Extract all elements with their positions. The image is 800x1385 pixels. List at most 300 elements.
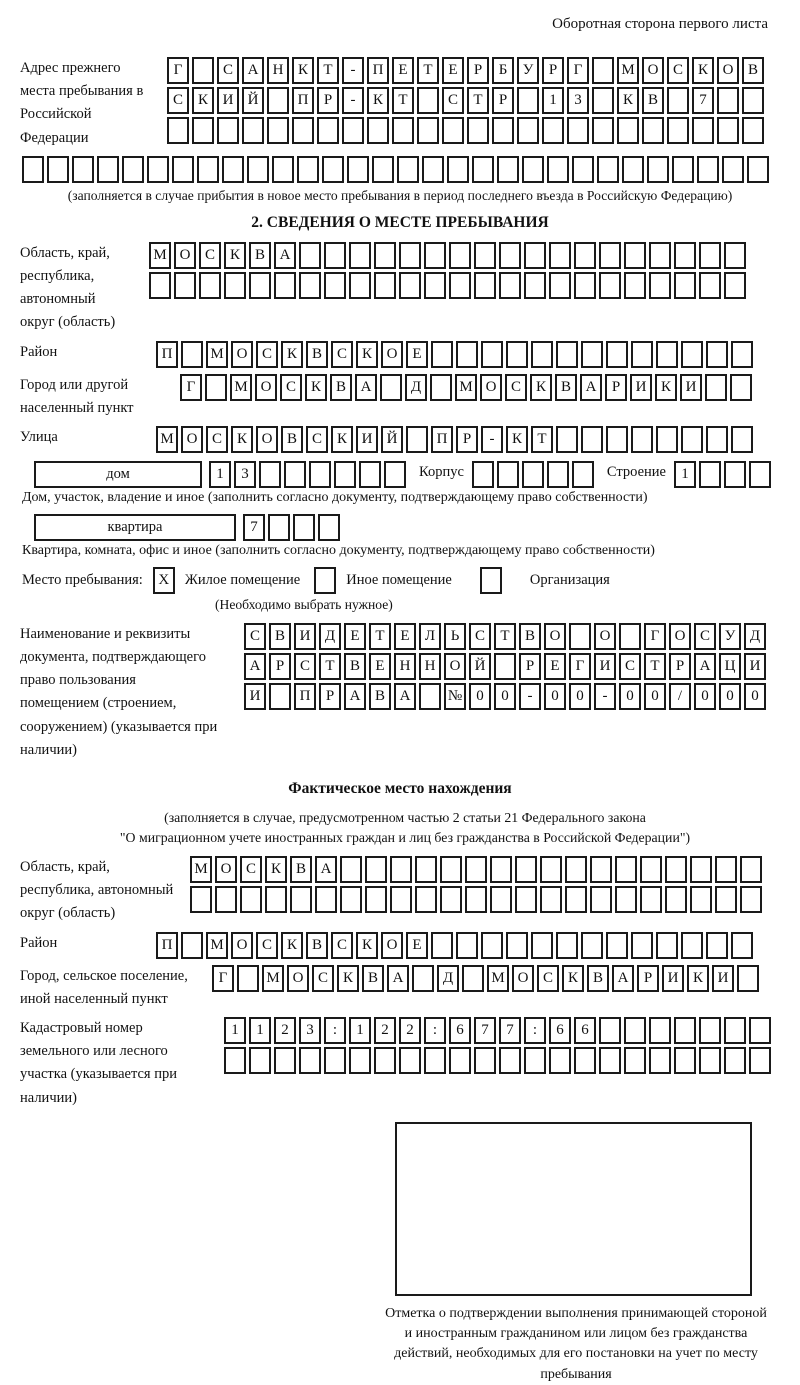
char-cell[interactable]: [465, 886, 487, 913]
char-cell[interactable]: [540, 856, 562, 883]
char-cell[interactable]: К: [281, 341, 303, 368]
char-cell[interactable]: Р: [492, 87, 514, 114]
char-cell[interactable]: А: [387, 965, 409, 992]
char-cell[interactable]: А: [612, 965, 634, 992]
char-cell[interactable]: 7: [243, 514, 265, 541]
char-cell[interactable]: [274, 272, 296, 299]
char-cell[interactable]: [681, 341, 703, 368]
char-cell[interactable]: [97, 156, 119, 183]
char-cell[interactable]: И: [356, 426, 378, 453]
char-cell[interactable]: О: [174, 242, 196, 269]
char-cell[interactable]: [481, 932, 503, 959]
char-cell[interactable]: В: [290, 856, 312, 883]
char-cell[interactable]: И: [217, 87, 239, 114]
char-cell[interactable]: [430, 374, 452, 401]
char-cell[interactable]: [340, 886, 362, 913]
char-cell[interactable]: [431, 932, 453, 959]
char-cell[interactable]: [374, 242, 396, 269]
char-cell[interactable]: 3: [299, 1017, 321, 1044]
char-cell[interactable]: О: [669, 623, 691, 650]
char-cell[interactable]: О: [544, 623, 566, 650]
char-cell[interactable]: [497, 461, 519, 488]
char-cell[interactable]: П: [367, 57, 389, 84]
char-cell[interactable]: Е: [442, 57, 464, 84]
char-cell[interactable]: [656, 341, 678, 368]
char-cell[interactable]: [599, 242, 621, 269]
char-cell[interactable]: О: [381, 341, 403, 368]
residential-checkbox[interactable]: [153, 567, 175, 594]
char-cell[interactable]: [268, 514, 290, 541]
char-cell[interactable]: [617, 117, 639, 144]
char-cell[interactable]: К: [692, 57, 714, 84]
char-cell[interactable]: [706, 341, 728, 368]
char-cell[interactable]: [315, 886, 337, 913]
char-cell[interactable]: [624, 1017, 646, 1044]
char-cell[interactable]: Д: [744, 623, 766, 650]
char-cell[interactable]: С: [537, 965, 559, 992]
char-cell[interactable]: [392, 117, 414, 144]
char-cell[interactable]: :: [424, 1017, 446, 1044]
char-cell[interactable]: -: [342, 57, 364, 84]
char-cell[interactable]: Л: [419, 623, 441, 650]
char-cell[interactable]: [699, 1017, 721, 1044]
char-cell[interactable]: 7: [499, 1017, 521, 1044]
char-cell[interactable]: [724, 1047, 746, 1074]
char-cell[interactable]: С: [331, 341, 353, 368]
char-cell[interactable]: [574, 242, 596, 269]
char-cell[interactable]: [297, 156, 319, 183]
char-cell[interactable]: :: [324, 1017, 346, 1044]
char-cell[interactable]: [390, 856, 412, 883]
char-cell[interactable]: [334, 461, 356, 488]
char-cell[interactable]: С: [294, 653, 316, 680]
char-cell[interactable]: [547, 461, 569, 488]
char-cell[interactable]: [522, 461, 544, 488]
char-cell[interactable]: Г: [212, 965, 234, 992]
char-cell[interactable]: [597, 156, 619, 183]
char-cell[interactable]: [290, 886, 312, 913]
char-cell[interactable]: Ц: [719, 653, 741, 680]
char-cell[interactable]: С: [256, 341, 278, 368]
char-cell[interactable]: С: [331, 932, 353, 959]
char-cell[interactable]: [215, 886, 237, 913]
char-cell[interactable]: [347, 156, 369, 183]
char-cell[interactable]: [22, 156, 44, 183]
char-cell[interactable]: [474, 272, 496, 299]
char-cell[interactable]: Б: [492, 57, 514, 84]
char-cell[interactable]: Р: [542, 57, 564, 84]
char-cell[interactable]: [565, 886, 587, 913]
char-cell[interactable]: Р: [467, 57, 489, 84]
char-cell[interactable]: [742, 117, 764, 144]
char-cell[interactable]: [606, 426, 628, 453]
char-cell[interactable]: 0: [544, 683, 566, 710]
char-cell[interactable]: [674, 1017, 696, 1044]
char-cell[interactable]: [599, 272, 621, 299]
char-cell[interactable]: -: [519, 683, 541, 710]
char-cell[interactable]: А: [274, 242, 296, 269]
char-cell[interactable]: [524, 242, 546, 269]
char-cell[interactable]: Г: [569, 653, 591, 680]
char-cell[interactable]: [242, 117, 264, 144]
char-cell[interactable]: Т: [494, 623, 516, 650]
char-cell[interactable]: [449, 1047, 471, 1074]
char-cell[interactable]: Й: [242, 87, 264, 114]
char-cell[interactable]: [342, 117, 364, 144]
char-cell[interactable]: [374, 272, 396, 299]
char-cell[interactable]: О: [256, 426, 278, 453]
char-cell[interactable]: [581, 932, 603, 959]
char-cell[interactable]: Г: [644, 623, 666, 650]
char-cell[interactable]: [292, 117, 314, 144]
char-cell[interactable]: [424, 272, 446, 299]
char-cell[interactable]: [581, 426, 603, 453]
char-cell[interactable]: [742, 87, 764, 114]
char-cell[interactable]: П: [156, 932, 178, 959]
char-cell[interactable]: С: [469, 623, 491, 650]
char-cell[interactable]: [465, 856, 487, 883]
char-cell[interactable]: Р: [519, 653, 541, 680]
char-cell[interactable]: [247, 156, 269, 183]
char-cell[interactable]: [174, 272, 196, 299]
other-premises-checkbox[interactable]: [314, 567, 336, 594]
char-cell[interactable]: [549, 272, 571, 299]
char-cell[interactable]: [431, 341, 453, 368]
char-cell[interactable]: [167, 117, 189, 144]
char-cell[interactable]: [517, 117, 539, 144]
char-cell[interactable]: К: [687, 965, 709, 992]
char-cell[interactable]: [324, 1047, 346, 1074]
char-cell[interactable]: С: [244, 623, 266, 650]
char-cell[interactable]: [531, 932, 553, 959]
char-cell[interactable]: [490, 856, 512, 883]
char-cell[interactable]: [667, 117, 689, 144]
char-cell[interactable]: С: [240, 856, 262, 883]
char-cell[interactable]: [574, 1047, 596, 1074]
char-cell[interactable]: [472, 156, 494, 183]
char-cell[interactable]: [365, 886, 387, 913]
char-cell[interactable]: [749, 461, 771, 488]
char-cell[interactable]: О: [717, 57, 739, 84]
char-cell[interactable]: 6: [449, 1017, 471, 1044]
char-cell[interactable]: [656, 426, 678, 453]
char-cell[interactable]: И: [594, 653, 616, 680]
char-cell[interactable]: С: [306, 426, 328, 453]
char-cell[interactable]: Р: [456, 426, 478, 453]
char-cell[interactable]: [365, 856, 387, 883]
char-cell[interactable]: Т: [644, 653, 666, 680]
char-cell[interactable]: [640, 856, 662, 883]
char-cell[interactable]: С: [619, 653, 641, 680]
char-cell[interactable]: К: [562, 965, 584, 992]
char-cell[interactable]: [674, 1047, 696, 1074]
char-cell[interactable]: О: [480, 374, 502, 401]
char-cell[interactable]: [417, 117, 439, 144]
char-cell[interactable]: В: [281, 426, 303, 453]
char-cell[interactable]: [309, 461, 331, 488]
char-cell[interactable]: [122, 156, 144, 183]
char-cell[interactable]: [699, 461, 721, 488]
char-cell[interactable]: [249, 272, 271, 299]
char-cell[interactable]: И: [294, 623, 316, 650]
char-cell[interactable]: [147, 156, 169, 183]
char-cell[interactable]: [384, 461, 406, 488]
char-cell[interactable]: [372, 156, 394, 183]
char-cell[interactable]: М: [190, 856, 212, 883]
char-cell[interactable]: О: [255, 374, 277, 401]
char-cell[interactable]: В: [330, 374, 352, 401]
char-cell[interactable]: М: [617, 57, 639, 84]
char-cell[interactable]: 1: [249, 1017, 271, 1044]
char-cell[interactable]: [324, 242, 346, 269]
char-cell[interactable]: [462, 965, 484, 992]
char-cell[interactable]: [665, 856, 687, 883]
char-cell[interactable]: К: [617, 87, 639, 114]
char-cell[interactable]: [574, 272, 596, 299]
char-cell[interactable]: [649, 1017, 671, 1044]
char-cell[interactable]: [424, 1047, 446, 1074]
char-cell[interactable]: Т: [392, 87, 414, 114]
char-cell[interactable]: 7: [692, 87, 714, 114]
char-cell[interactable]: [642, 117, 664, 144]
char-cell[interactable]: Н: [419, 653, 441, 680]
char-cell[interactable]: [524, 1047, 546, 1074]
char-cell[interactable]: Г: [167, 57, 189, 84]
char-cell[interactable]: К: [231, 426, 253, 453]
char-cell[interactable]: М: [262, 965, 284, 992]
char-cell[interactable]: [349, 1047, 371, 1074]
char-cell[interactable]: К: [292, 57, 314, 84]
char-cell[interactable]: О: [181, 426, 203, 453]
char-cell[interactable]: Д: [405, 374, 427, 401]
char-cell[interactable]: [715, 886, 737, 913]
char-cell[interactable]: К: [655, 374, 677, 401]
char-cell[interactable]: [624, 272, 646, 299]
char-cell[interactable]: Е: [392, 57, 414, 84]
char-cell[interactable]: [449, 242, 471, 269]
char-cell[interactable]: К: [192, 87, 214, 114]
char-cell[interactable]: [499, 272, 521, 299]
char-cell[interactable]: Т: [531, 426, 553, 453]
char-cell[interactable]: [624, 1047, 646, 1074]
char-cell[interactable]: [293, 514, 315, 541]
char-cell[interactable]: [590, 856, 612, 883]
char-cell[interactable]: [272, 156, 294, 183]
char-cell[interactable]: [656, 932, 678, 959]
char-cell[interactable]: К: [367, 87, 389, 114]
char-cell[interactable]: [359, 461, 381, 488]
char-cell[interactable]: [515, 886, 537, 913]
char-cell[interactable]: А: [580, 374, 602, 401]
char-cell[interactable]: М: [156, 426, 178, 453]
char-cell[interactable]: [731, 426, 753, 453]
char-cell[interactable]: [606, 932, 628, 959]
char-cell[interactable]: Р: [637, 965, 659, 992]
char-cell[interactable]: [705, 374, 727, 401]
char-cell[interactable]: [631, 426, 653, 453]
char-cell[interactable]: [199, 272, 221, 299]
char-cell[interactable]: О: [512, 965, 534, 992]
char-cell[interactable]: [615, 856, 637, 883]
char-cell[interactable]: [397, 156, 419, 183]
char-cell[interactable]: [667, 87, 689, 114]
char-cell[interactable]: [722, 156, 744, 183]
char-cell[interactable]: В: [344, 653, 366, 680]
char-cell[interactable]: [190, 886, 212, 913]
char-cell[interactable]: К: [356, 341, 378, 368]
char-cell[interactable]: [424, 242, 446, 269]
char-cell[interactable]: А: [244, 653, 266, 680]
char-cell[interactable]: О: [287, 965, 309, 992]
char-cell[interactable]: [274, 1047, 296, 1074]
char-cell[interactable]: В: [249, 242, 271, 269]
char-cell[interactable]: [590, 886, 612, 913]
char-cell[interactable]: 0: [619, 683, 641, 710]
char-cell[interactable]: 6: [574, 1017, 596, 1044]
char-cell[interactable]: [447, 156, 469, 183]
char-cell[interactable]: П: [292, 87, 314, 114]
char-cell[interactable]: [506, 341, 528, 368]
char-cell[interactable]: [390, 886, 412, 913]
char-cell[interactable]: [406, 426, 428, 453]
char-cell[interactable]: [149, 272, 171, 299]
char-cell[interactable]: [565, 856, 587, 883]
char-cell[interactable]: У: [719, 623, 741, 650]
char-cell[interactable]: Р: [319, 683, 341, 710]
char-cell[interactable]: [499, 242, 521, 269]
char-cell[interactable]: [380, 374, 402, 401]
char-cell[interactable]: О: [231, 932, 253, 959]
char-cell[interactable]: [631, 341, 653, 368]
char-cell[interactable]: [265, 886, 287, 913]
char-cell[interactable]: А: [694, 653, 716, 680]
char-cell[interactable]: [730, 374, 752, 401]
char-cell[interactable]: [240, 886, 262, 913]
char-cell[interactable]: [322, 156, 344, 183]
char-cell[interactable]: Ь: [444, 623, 466, 650]
char-cell[interactable]: [699, 272, 721, 299]
char-cell[interactable]: Й: [469, 653, 491, 680]
char-cell[interactable]: К: [224, 242, 246, 269]
char-cell[interactable]: К: [305, 374, 327, 401]
char-cell[interactable]: [412, 965, 434, 992]
char-cell[interactable]: [267, 87, 289, 114]
char-cell[interactable]: [619, 623, 641, 650]
char-cell[interactable]: Р: [605, 374, 627, 401]
char-cell[interactable]: 6: [549, 1017, 571, 1044]
char-cell[interactable]: [497, 156, 519, 183]
char-cell[interactable]: О: [215, 856, 237, 883]
char-cell[interactable]: 0: [494, 683, 516, 710]
char-cell[interactable]: [374, 1047, 396, 1074]
char-cell[interactable]: В: [269, 623, 291, 650]
char-cell[interactable]: Е: [369, 653, 391, 680]
char-cell[interactable]: [715, 856, 737, 883]
char-cell[interactable]: [731, 932, 753, 959]
char-cell[interactable]: 1: [209, 461, 231, 488]
char-cell[interactable]: 0: [744, 683, 766, 710]
char-cell[interactable]: В: [306, 932, 328, 959]
char-cell[interactable]: [740, 856, 762, 883]
char-cell[interactable]: Е: [544, 653, 566, 680]
char-cell[interactable]: П: [156, 341, 178, 368]
char-cell[interactable]: [531, 341, 553, 368]
char-cell[interactable]: [222, 156, 244, 183]
char-cell[interactable]: [317, 117, 339, 144]
char-cell[interactable]: О: [381, 932, 403, 959]
char-cell[interactable]: [649, 272, 671, 299]
char-cell[interactable]: В: [642, 87, 664, 114]
char-cell[interactable]: А: [344, 683, 366, 710]
char-cell[interactable]: Н: [394, 653, 416, 680]
char-cell[interactable]: С: [694, 623, 716, 650]
char-cell[interactable]: 1: [224, 1017, 246, 1044]
char-cell[interactable]: И: [662, 965, 684, 992]
char-cell[interactable]: Е: [406, 341, 428, 368]
char-cell[interactable]: В: [587, 965, 609, 992]
char-cell[interactable]: [724, 272, 746, 299]
char-cell[interactable]: К: [281, 932, 303, 959]
char-cell[interactable]: [415, 856, 437, 883]
char-cell[interactable]: [340, 856, 362, 883]
char-cell[interactable]: [747, 156, 769, 183]
char-cell[interactable]: [549, 242, 571, 269]
char-cell[interactable]: 3: [234, 461, 256, 488]
char-cell[interactable]: [474, 242, 496, 269]
char-cell[interactable]: [724, 242, 746, 269]
char-cell[interactable]: [647, 156, 669, 183]
char-cell[interactable]: [547, 156, 569, 183]
char-cell[interactable]: М: [206, 932, 228, 959]
char-cell[interactable]: [499, 1047, 521, 1074]
char-cell[interactable]: 0: [469, 683, 491, 710]
char-cell[interactable]: 1: [674, 461, 696, 488]
char-cell[interactable]: М: [206, 341, 228, 368]
char-cell[interactable]: [690, 886, 712, 913]
char-cell[interactable]: 1: [542, 87, 564, 114]
char-cell[interactable]: [681, 426, 703, 453]
char-cell[interactable]: И: [744, 653, 766, 680]
char-cell[interactable]: [259, 461, 281, 488]
char-cell[interactable]: А: [242, 57, 264, 84]
char-cell[interactable]: 2: [374, 1017, 396, 1044]
char-cell[interactable]: -: [594, 683, 616, 710]
char-cell[interactable]: [456, 932, 478, 959]
char-cell[interactable]: :: [524, 1017, 546, 1044]
char-cell[interactable]: [181, 341, 203, 368]
char-cell[interactable]: [419, 683, 441, 710]
char-cell[interactable]: [522, 156, 544, 183]
char-cell[interactable]: К: [506, 426, 528, 453]
char-cell[interactable]: [467, 117, 489, 144]
char-cell[interactable]: [692, 117, 714, 144]
char-cell[interactable]: А: [355, 374, 377, 401]
char-cell[interactable]: [724, 1017, 746, 1044]
char-cell[interactable]: [72, 156, 94, 183]
char-cell[interactable]: [672, 156, 694, 183]
char-cell[interactable]: [524, 272, 546, 299]
char-cell[interactable]: [494, 653, 516, 680]
char-cell[interactable]: [681, 932, 703, 959]
char-cell[interactable]: Г: [180, 374, 202, 401]
char-cell[interactable]: О: [444, 653, 466, 680]
char-cell[interactable]: [699, 242, 721, 269]
char-cell[interactable]: [172, 156, 194, 183]
char-cell[interactable]: [192, 57, 214, 84]
char-cell[interactable]: С: [199, 242, 221, 269]
char-cell[interactable]: Н: [267, 57, 289, 84]
char-cell[interactable]: [737, 965, 759, 992]
